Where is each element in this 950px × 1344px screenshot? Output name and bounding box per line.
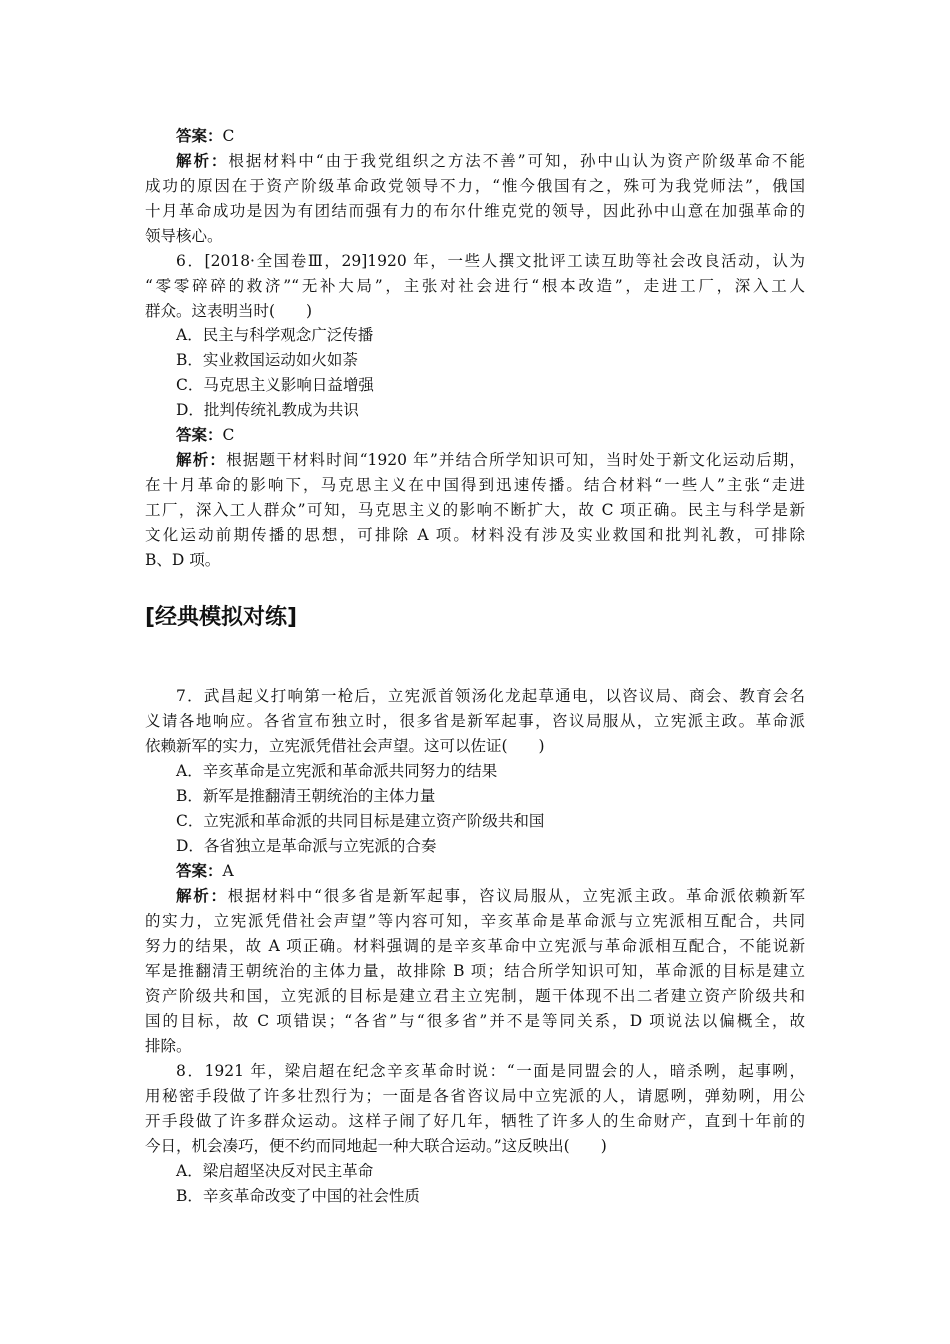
q6-stem-line: “零零碎碎的救济”“无补大局”，主张对社会进行“根本改造”，走进工厂，深入工人 [145, 277, 805, 295]
q7-analysis-line: 军是推翻清王朝统治的主体力量，故排除 B 项；结合所学知识可知，革命派的目标是建立 [145, 962, 805, 980]
q7-analysis-line: 资产阶级共和国，立宪派的目标是建立君主立宪制，题干体现不出二者建立资产阶级共和 [145, 987, 805, 1005]
q6-analysis-line: 文化运动前期传播的思想，可排除 A 项。材料没有涉及实业救国和批判礼教，可排除 [145, 526, 805, 544]
q5-analysis-line: 解析：根据材料中“由于我党组织之方法不善”可知，孙中山认为资产阶级革命不能 [176, 151, 805, 170]
q6-stem-line: 群众。这表明当时( ) [145, 302, 313, 320]
q6-analysis-line: 在十月革命的影响下，马克思主义在中国得到迅速传播。结合材料“一些人”主张“走进 [145, 476, 805, 494]
q8-stem-line: 今日，机会凑巧，便不约而同地起一种大联合运动。”这反映出( ) [145, 1137, 607, 1155]
q7-option-b: B．新军是推翻清王朝统治的主体力量 [176, 787, 436, 805]
q8-option-b: B．辛亥革命改变了中国的社会性质 [176, 1187, 420, 1205]
q5-analysis-line: 领导核心。 [145, 227, 223, 245]
q7-analysis-line: 努力的结果，故 A 项正确。材料强调的是辛亥革命中立宪派与革命派相互配合，不能说新 [145, 937, 805, 955]
q7-analysis-line: 的实力，立宪派凭借社会声望”等内容可知，辛亥革命是革命派与立宪派相互配合，共同 [145, 912, 805, 930]
q7-option-d: D．各省独立是革命派与立宪派的合奏 [176, 837, 437, 855]
q8-stem-line: 8．1921 年，梁启超在纪念辛亥革命时说：“一面是同盟会的人，暗杀咧，起事咧， [176, 1062, 805, 1080]
q5-analysis-line: 十月革命成功是因为有团结而强有力的布尔什维克党的领导，因此孙中山意在加强革命的 [145, 202, 805, 220]
q7-analysis-line: 解析：根据材料中“很多省是新军起事，咨议局服从，立宪派主政。革命派依赖新军 [176, 886, 805, 905]
q6-option-c: C．马克思主义影响日益增强 [176, 376, 374, 394]
q5-answer: 答案：C [176, 126, 235, 145]
q7-analysis-line: 排除。 [145, 1037, 192, 1055]
q6-stem-line: 6．[2018·全国卷Ⅲ，29]1920 年，一些人撰文批评工读互助等社会改良活动，认为 [176, 252, 805, 270]
q7-stem-line: 7．武昌起义打响第一枪后，立宪派首领汤化龙起草通电，以咨议局、商会、教育会名 [176, 687, 805, 705]
q6-option-b: B．实业救国运动如火如荼 [176, 351, 358, 369]
q8-stem-line: 开手段做了许多群众运动。这样子闹了好几年，牺牲了许多人的生命财产，直到十年前的 [145, 1112, 805, 1130]
section-title: [经典模拟对练] [145, 605, 298, 630]
q6-answer: 答案：C [176, 425, 235, 444]
q7-analysis-line: 国的目标，故 C 项错误；“各省”与“很多省”并不是等同关系，D 项说法以偏概全，故 [145, 1012, 805, 1030]
q8-option-a: A．梁启超坚决反对民主革命 [176, 1162, 374, 1180]
q7-option-c: C．立宪派和革命派的共同目标是建立资产阶级共和国 [176, 812, 545, 830]
q7-stem-line: 依赖新军的实力，立宪派凭借社会声望。这可以佐证( ) [145, 737, 545, 755]
q6-analysis-line: 工厂，深入工人群众”可知，马克思主义的影响不断扩大，故 C 项正确。民主与科学是新 [145, 501, 805, 519]
q6-analysis-line: 解析：根据题干材料时间“1920 年”并结合所学知识可知，当时处于新文化运动后期， [176, 450, 805, 469]
q6-option-a: A．民主与科学观念广泛传播 [176, 326, 374, 344]
q6-analysis-line: B、D 项。 [145, 551, 221, 569]
q5-analysis-line: 成功的原因在于资产阶级革命政党领导不力，“惟今俄国有之，殊可为我党师法”，俄国 [145, 177, 805, 195]
q7-answer: 答案：A [176, 861, 234, 880]
q6-option-d: D．批判传统礼教成为共识 [176, 401, 359, 419]
q7-stem-line: 义请各地响应。各省宣布独立时，很多省是新军起事，咨议局服从，立宪派主政。革命派 [145, 712, 805, 730]
q7-option-a: A．辛亥革命是立宪派和革命派共同努力的结果 [176, 762, 498, 780]
q8-stem-line: 用秘密手段做了许多壮烈行为；一面是各省咨议局中立宪派的人，请愿咧，弹劾咧，用公 [145, 1087, 805, 1105]
